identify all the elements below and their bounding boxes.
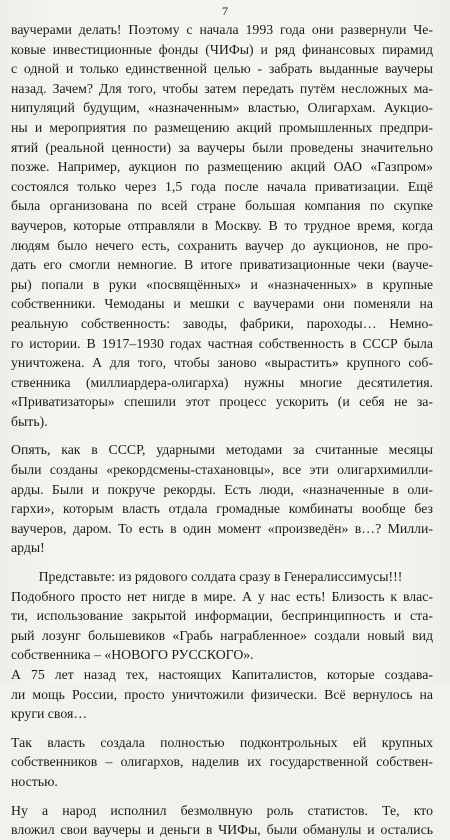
text-line: Опять, как в СССР, ударными методами за считанные месяцы bbox=[11, 442, 433, 458]
paragraph-gap bbox=[11, 431, 433, 440]
text-line: с одной и только единственной целью - забрать выданные ваучеры bbox=[11, 61, 433, 77]
text-line: нипуляций будущим, «назначенным» властью, Олигархам. Аукцио- bbox=[11, 100, 433, 116]
page-number: 7 bbox=[222, 4, 228, 18]
text-line: были созданы «рекордсмены-стахановцы», все эти олигархимилли- bbox=[11, 462, 433, 478]
text-line: А 75 лет назад тех, настоящих Капиталистов, которые создава- bbox=[11, 667, 433, 682]
text-line: собственника – «НОВОГО РУССКОГО». bbox=[11, 647, 254, 663]
text-line: ятий (реальной ценности) за ваучеры были проведены значительно bbox=[11, 139, 433, 155]
text-line: ваучеров, которые отправляли в Москву. В то трудное время, когда bbox=[11, 217, 433, 233]
text-line: вложил свои ваучеры и деньги в ЧИФы, были обманулы и остались bbox=[11, 822, 433, 838]
text-line: собственники. Чемоданы и мешки с ваучерами они поменяли на bbox=[11, 296, 433, 312]
text-line: ваучеров, даром. То есть в один момент «произведён» в…? Милли- bbox=[11, 520, 433, 536]
text-line: ры) попали в руки «посвящённых» и «назначенных» в крупные bbox=[11, 276, 433, 292]
text-line: «Приватизаторы» спешили этот процесс ускорить (и себя не за- bbox=[11, 394, 433, 410]
body-text bbox=[11, 20, 433, 840]
text-line: Представьте: из рядового солдата сразу в Генералиссимусы!!! bbox=[11, 569, 403, 585]
text-line: круги своя… bbox=[11, 706, 88, 722]
text-line: состоялся только через 1,5 года после начала приватизации. Ещё bbox=[11, 178, 433, 194]
text-line: назад. Зачем? Для того, чтобы затем передать путём несложных ма- bbox=[11, 80, 433, 96]
text-line: арды! bbox=[11, 540, 45, 556]
text-line: ваучерами делать! Поэтому с начала 1993 года они развернули Че- bbox=[11, 22, 433, 37]
paragraph-gap bbox=[11, 558, 433, 567]
text-line: быть). bbox=[11, 413, 48, 429]
text-line: го истории. В 1917–1930 годах частная собственность в СССР была bbox=[11, 335, 433, 351]
text-line: арды. Были и покруче рекорды. Есть люди, «назначенные в оли- bbox=[11, 481, 433, 497]
text-line: людям было нечего есть, сохранить ваучер до аукционов, не про- bbox=[11, 237, 433, 253]
text-line: ли мощь России, просто уничтожили физически. Всё вернулось на bbox=[11, 686, 433, 702]
text-line: Так власть создала полностью подконтрольных ей крупных bbox=[11, 734, 433, 750]
text-line: уничтожена. А для того, чтобы заново «вырастить» крупного соб- bbox=[11, 355, 433, 371]
paragraph-gap bbox=[11, 724, 433, 733]
text-line: ти, использование закрытой информации, беспринципность и ста- bbox=[11, 608, 433, 624]
text-line: позже. Например, аукцион по размещению акций ОАО «Газпром» bbox=[11, 159, 433, 175]
text-line: гархи», которым власть отдала громадные комбинаты вообще без bbox=[11, 501, 433, 517]
text-line: ны и мероприятия по размещению акций промышленных предпри- bbox=[11, 119, 433, 135]
text-line: реальную собственность: заводы, фабрики, пароходы… Немно- bbox=[11, 315, 433, 331]
text-line: собственников – олигархов, наделив их государственной собствен- bbox=[11, 754, 433, 770]
text-line: ственника (миллиардера-олигарха) нужны многие десятилетия. bbox=[11, 374, 433, 390]
text-line: ковые инвестиционные фонды (ЧИФы) и ряд финансовых пирамид bbox=[11, 41, 433, 57]
text-line: Ну а народ исполнил безмолвную роль статистов. Те, кто bbox=[11, 802, 433, 818]
text-line: ностью. bbox=[11, 773, 58, 789]
text-line: дать его смогли немногие. В итоге приватизационные чеки (ваучe- bbox=[11, 257, 433, 273]
text-line: Подобного просто нет нигде в мире. А у нас есть! Близость к влас- bbox=[11, 588, 433, 604]
paragraph-gap bbox=[11, 792, 433, 801]
text-line: рый лозунг большевиков «Грабь награбленное» создали новый вид bbox=[11, 627, 433, 643]
text-line: была организована по всей стране большая компания по скупке bbox=[11, 198, 433, 214]
